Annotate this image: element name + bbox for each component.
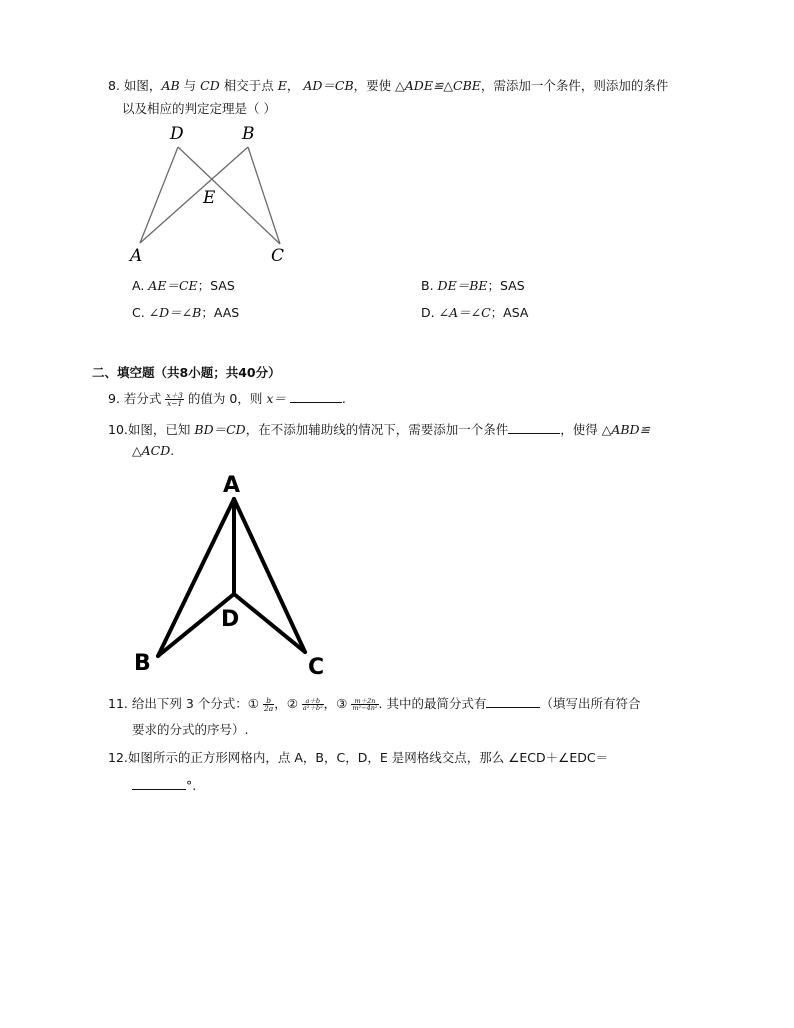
question-11-line2: 要求的分式的序号）. [132, 722, 249, 737]
text: 给出下列 3 个分式：① [131, 696, 259, 711]
denominator: x−1 [167, 399, 183, 408]
label-a: A [223, 473, 241, 498]
question-12-line1 [108, 748, 608, 766]
text: （填写出所有符合 [540, 696, 641, 711]
text: °. [186, 778, 197, 793]
option-d[interactable] [421, 303, 528, 321]
segment-a-d [140, 147, 178, 243]
label-e: E [203, 188, 216, 208]
text: 若分式 [123, 391, 162, 406]
segment-a-b [158, 499, 234, 656]
label-c: C [271, 246, 285, 266]
option-key: C. [132, 305, 145, 320]
fraction-1 [263, 697, 274, 713]
question-8-line1 [108, 76, 668, 94]
text: ，需添加一个条件，则添加的条件 [480, 78, 669, 93]
label-c: C [308, 655, 325, 680]
text: . [341, 391, 346, 406]
label-d: D [221, 607, 240, 632]
option-rule: ；SAS [197, 278, 235, 293]
answer-blank[interactable] [486, 695, 540, 708]
question-number: 12. [108, 750, 128, 765]
label-b: B [134, 651, 151, 676]
segment-a-c [234, 499, 305, 652]
question-10-line2 [132, 443, 174, 458]
question-8-line2: 以及相应的判定定理是（ ） [122, 101, 276, 116]
text: 如图所示的正方形网格内，点 A，B，C，D，E 是网格线交点，那么 ∠ECD＋∠EDC＝ [127, 750, 609, 765]
question-number: 10. [108, 422, 128, 437]
label-b: B [242, 124, 255, 144]
fraction-2 [302, 698, 324, 712]
text: ，② [274, 696, 298, 711]
fraction-3 [351, 698, 378, 712]
option-expr: ∠A＝∠C [438, 305, 491, 320]
numerator: m＋2n [351, 698, 378, 706]
text: . 其中的最简分式有 [378, 696, 487, 711]
condition-ad-cb: AD＝CB [303, 78, 354, 93]
question-9 [108, 387, 346, 411]
congruence-right: △ACD [132, 443, 171, 458]
text: ，要使 [353, 78, 392, 93]
numerator: a＋b [302, 698, 324, 706]
question-11-line1 [108, 692, 641, 716]
answer-blank[interactable] [132, 777, 186, 790]
option-expr: DE＝BE [437, 278, 488, 293]
denominator: m²−4n² [352, 704, 378, 712]
congruence-statement: △ADE≌△CBE [395, 78, 481, 93]
numerator: b [263, 697, 274, 706]
question-12-line2 [132, 777, 196, 793]
denominator: a²＋b² [302, 704, 323, 712]
option-expr: AE＝CE [148, 278, 198, 293]
text: ，在不添加辅助线的情况下，需要添加一个条件 [245, 422, 509, 437]
text: ， [286, 78, 300, 93]
text: 与 [183, 78, 197, 93]
segment-d-c [234, 594, 305, 652]
figure-q10-kite [130, 466, 340, 686]
option-a[interactable] [132, 276, 235, 294]
question-10-line1 [108, 420, 650, 438]
text: 相交于点 [223, 78, 274, 93]
option-expr: ∠D＝∠B [148, 305, 202, 320]
option-key: D. [421, 305, 435, 320]
option-key: A. [132, 278, 145, 293]
congruence-left: △ABD≌ [601, 422, 651, 437]
text: . [170, 443, 175, 458]
option-key: B. [421, 278, 434, 293]
condition-bd-cd: BD＝CD [194, 422, 246, 437]
variable-x: x＝ [266, 391, 286, 406]
answer-blank[interactable] [290, 390, 342, 403]
answer-blank[interactable] [508, 421, 560, 434]
option-rule: ；ASA [490, 305, 529, 320]
option-b[interactable] [421, 276, 525, 294]
option-rule: ；SAS [487, 278, 525, 293]
point-e: E [277, 78, 287, 93]
text: ，使得 [560, 422, 598, 437]
question-number: 9. [108, 391, 120, 406]
fraction [165, 392, 184, 408]
section-title: 二、填空题（共8小题；共40分） [92, 365, 281, 380]
text: 的值为 0，则 [187, 391, 263, 406]
segment-cd: CD [200, 78, 220, 93]
question-number: 8. [108, 78, 120, 93]
figure-q10-lines [158, 499, 305, 656]
denominator: 2a [263, 704, 274, 713]
text: 如图， [123, 78, 162, 93]
option-c[interactable] [132, 303, 239, 321]
segment-ab: AB [161, 78, 180, 93]
figure-q8-crossed-triangles [128, 120, 298, 270]
text: 如图，已知 [127, 422, 191, 437]
label-d: D [170, 124, 184, 144]
question-number: 11. [108, 696, 128, 711]
option-rule: ；AAS [201, 305, 240, 320]
label-a: A [130, 246, 143, 266]
text: ，③ [323, 696, 348, 711]
numerator: x＋3 [166, 390, 183, 400]
